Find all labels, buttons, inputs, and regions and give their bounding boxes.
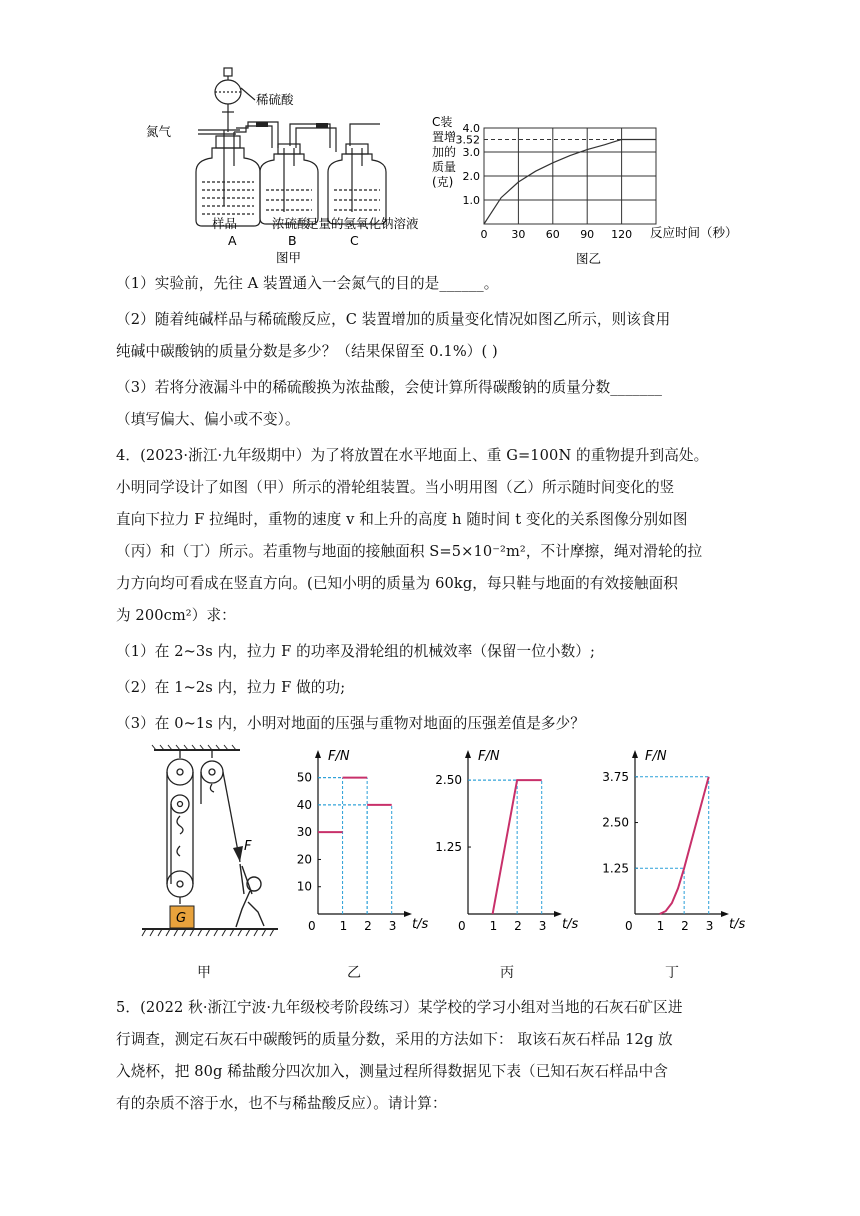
label-naoh: 足量的氢氧化钠溶液 — [306, 216, 419, 231]
tick-label-zero: 0 — [458, 919, 466, 933]
axis-x-arrow — [554, 911, 562, 917]
q5-line1: 5．(2022 秋·浙江宁波·九年级校考阶段练习）某学校的学习小组对当地的石灰石矿区进 — [116, 999, 683, 1016]
axis-y-arrow — [632, 750, 638, 758]
q4-stem-line4: （丙）和（丁）所示。若重物与地面的接触面积 S=5×10⁻²m²，不计摩擦，绳对滑轮的拉 — [116, 543, 703, 560]
pulley-system-diagram — [140, 744, 280, 944]
x-tick-label: 1 — [489, 919, 498, 933]
bottle-a — [196, 130, 260, 226]
caption-yi-fig: 乙 — [347, 965, 361, 981]
x-tick-label: 2 — [681, 919, 689, 933]
chart-y-label-line: 置增 — [432, 130, 457, 144]
chart-y-label — [432, 114, 456, 189]
q4-stem-line5: 力方向均可看成在竖直方向。(已知小明的质量为 60kg，每只鞋与地面的有效接触面积 — [116, 575, 678, 592]
x-tick-label: 2 — [364, 919, 372, 933]
chart-x-tick-label: 60 — [545, 228, 560, 241]
y-tick-label: 50 — [296, 770, 312, 785]
q4-stem-line1: 4．(2023·浙江·九年级期中）为了将放置在水平地面上、重 G=100N 的重物提升到高处。 — [116, 447, 709, 464]
chart-y-tick-label: 1.0 — [462, 194, 480, 207]
x-tick-label: 3 — [388, 919, 397, 933]
chart-y-tick-label: 4.0 — [462, 122, 480, 135]
bottle-b — [260, 144, 318, 224]
chart-y-label-line: C装 — [432, 115, 453, 129]
q3-part2-line2: 纯碱中碳酸钠的质量分数是多少？（结果保留至 0.1%）( ) — [116, 343, 498, 360]
y-tick-label: 2.50 — [602, 815, 629, 830]
chart-y-label-line: 质量 — [432, 160, 457, 174]
force-chart-yi — [297, 749, 429, 933]
force-chart-bing — [435, 749, 578, 933]
chart-x-tick-label: 120 — [611, 228, 633, 241]
q4-sub2: （2）在 1~2s 内，拉力 F 做的功; — [116, 679, 346, 696]
label-b: B — [288, 233, 297, 248]
y-tick-label: 10 — [296, 879, 312, 894]
q3-part3-line1: （3）若将分液漏斗中的稀硫酸换为浓盐酸，会使计算所得碳酸钠的质量分数_______ — [116, 379, 663, 396]
q3-part3-line2: （填写偏大、偏小或不变）。 — [116, 411, 300, 428]
axis-x-label: t/s — [412, 917, 429, 932]
chart-y-tick-label: 3.0 — [462, 146, 480, 159]
y-tick-label: 30 — [296, 825, 312, 840]
chart-y-label-line: (克) — [432, 175, 454, 189]
label-sample: 样品 — [212, 216, 238, 231]
caption-bing-fig: 丙 — [500, 965, 514, 981]
x-tick-label: 2 — [514, 919, 522, 933]
y-tick-label: 2.50 — [435, 773, 462, 788]
apparatus-diagram — [140, 66, 420, 266]
chart-y-tick-label: 2.0 — [462, 170, 480, 183]
chart-x-tick-label: 90 — [580, 228, 595, 241]
x-tick-label: 1 — [656, 919, 665, 933]
q5-line2: 行调查，测定石灰石中碳酸钙的质量分数，采用的方法如下： 取该石灰石样品 12g 放 — [116, 1031, 673, 1048]
chart-y-tick-label: 3.52 — [455, 133, 480, 147]
q4-stem-line6: 为 200cm²）求： — [116, 607, 236, 624]
tick-label-zero: 0 — [308, 919, 316, 933]
y-tick-label: 1.25 — [435, 840, 462, 855]
chart-x-label: 反应时间（秒） — [650, 225, 738, 240]
y-tick-label: 20 — [296, 852, 312, 867]
label-force-f: F — [244, 839, 252, 854]
force-chart-ding — [602, 749, 745, 933]
chart-x-tick-label: 30 — [511, 228, 526, 241]
axis-y-arrow — [465, 750, 471, 758]
q5-line4: 有的杂质不溶于水，也不与稀盐酸反应）。请计算： — [116, 1095, 447, 1112]
axis-x-label: t/s — [562, 917, 579, 932]
axis-y-label: F/N — [328, 749, 350, 764]
caption-jia-fig: 甲 — [197, 965, 211, 981]
caption-jia: 图甲 — [276, 250, 302, 265]
q3-part1: （1）实验前，先往 A 装置通入一会氮气的目的是______。 — [116, 275, 499, 292]
tick-label-zero: 0 — [625, 919, 633, 933]
label-acid: 稀硫酸 — [256, 92, 294, 107]
x-tick-label: 1 — [339, 919, 348, 933]
axis-x-label: t/s — [729, 917, 746, 932]
person-figure — [236, 864, 264, 927]
axis-y-arrow — [315, 750, 321, 758]
label-a: A — [228, 233, 237, 248]
axis-y-label: F/N — [478, 749, 500, 764]
x-tick-label: 3 — [705, 919, 714, 933]
label-conc-acid: 浓硫酸 — [272, 216, 310, 231]
label-c: C — [350, 233, 359, 248]
y-tick-label: 1.25 — [602, 861, 629, 876]
chart-x-tick-label: 0 — [480, 228, 488, 241]
caption-ding-fig: 丁 — [665, 965, 679, 981]
chart-grid — [484, 128, 656, 224]
q5-line3: 入烧杯，把 80g 稀盐酸分四次加入，测量过程所得数据见下表（已知石灰石样品中含 — [116, 1063, 668, 1080]
bottle-c — [328, 144, 386, 224]
label-nitrogen: 氮气 — [146, 124, 172, 139]
axis-y-label: F/N — [645, 749, 667, 764]
caption-yi: 图乙 — [576, 251, 602, 266]
mass-time-chart — [426, 110, 776, 270]
y-tick-label: 3.75 — [602, 769, 629, 784]
chart-y-label-line: 加的 — [432, 145, 457, 159]
q4-stem-line2: 小明同学设计了如图（甲）所示的滑轮组装置。当小明用图（乙）所示随时间变化的竖 — [116, 479, 675, 496]
axis-x-arrow — [404, 911, 412, 917]
q4-stem-line3: 直向下拉力 F 拉绳时，重物的速度 v 和上升的高度 h 随时间 t 变化的关系图像分别如图 — [116, 511, 688, 528]
force-time-charts — [290, 744, 760, 934]
label-weight-g: G — [176, 911, 187, 926]
q3-part2-line1: （2）随着纯碱样品与稀硫酸反应，C 装置增加的质量变化情况如图乙所示，则该食用 — [116, 311, 671, 328]
q4-sub3: （3）在 0~1s 内，小明对地面的压强与重物对地面的压强差值是多少？ — [116, 715, 585, 732]
y-tick-label: 40 — [296, 797, 312, 812]
q4-sub1: （1）在 2~3s 内，拉力 F 的功率及滑轮组的机械效率（保留一位小数）; — [116, 643, 596, 660]
x-tick-label: 3 — [538, 919, 547, 933]
axis-x-arrow — [721, 911, 729, 917]
